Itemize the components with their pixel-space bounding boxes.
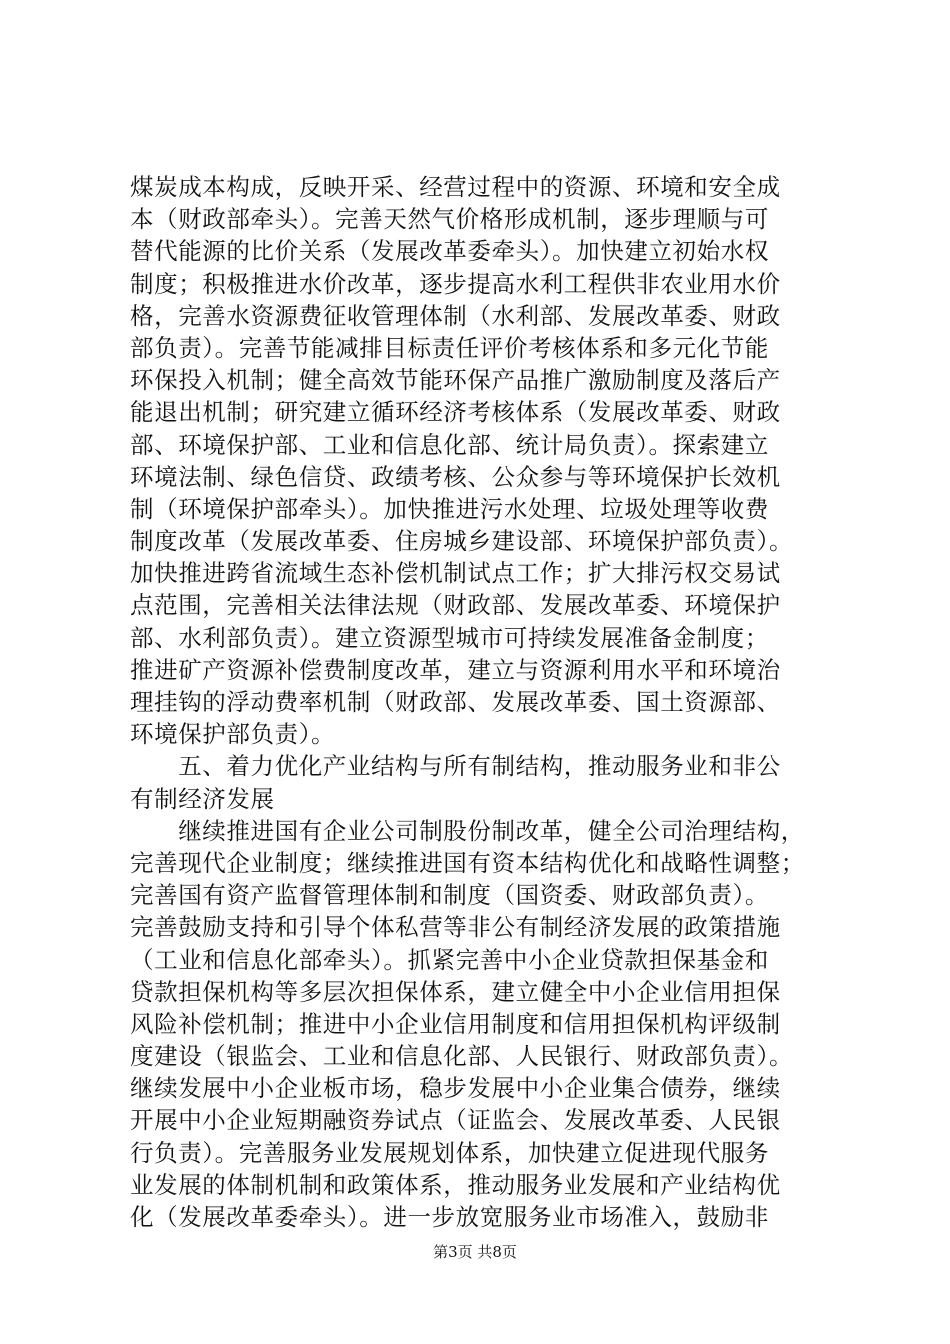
page-footer: 第3页 共8页	[433, 1243, 517, 1261]
text-line: 本（财政部牵头）。完善天然气价格形成机制，逐步理顺与可	[130, 205, 769, 234]
text-line: 行负责）。完善服务业发展规划体系，加快建立促进现代服务	[130, 1138, 769, 1167]
text-line: 替代能源的比价关系（发展改革委牵头）。加快建立初始水权	[130, 237, 769, 266]
body-text	[130, 171, 835, 1233]
text-line: 理挂钩的浮动费率机制（财政部、发展改革委、国土资源部、	[130, 688, 781, 716]
text-line: 点范围，完善相关法律法规（财政部、发展改革委、环境保护	[130, 591, 781, 620]
text-line: 度建设（银监会、工业和信息化部、人民银行、财政部负责）。	[130, 1042, 794, 1071]
text-line: 制度改革（发展改革委、住房城乡建设部、环境保护部负责）。	[130, 527, 794, 556]
text-line: 环境保护部负责）。	[130, 720, 336, 749]
text-line: 继续发展中小企业板市场，稳步发展中小企业集合债券，继续	[130, 1074, 781, 1103]
text-line: 能退出机制；研究建立循环经济考核体系（发展改革委、财政	[130, 398, 781, 427]
text-line: 开展中小企业短期融资券试点（证监会、发展改革委、人民银	[130, 1106, 781, 1135]
text-line: 五、着力优化产业结构与所有制结构，推动服务业和非公	[130, 752, 781, 781]
text-line: 业发展的体制机制和政策体系，推动服务业发展和产业结构优	[130, 1170, 781, 1199]
text-line: 环境法制、绿色信贷、政绩考核、公众参与等环境保护长效机	[130, 462, 781, 491]
text-line: 部、环境保护部、工业和信息化部、统计局负责）。探索建立	[130, 430, 769, 459]
text-line: 部负责）。完善节能减排目标责任评价考核体系和多元化节能	[130, 333, 769, 362]
text-line: 加快推进跨省流域生态补偿机制试点工作；扩大排污权交易试	[130, 559, 781, 588]
text-line: （工业和信息化部牵头）。抓紧完善中小企业贷款担保基金和	[130, 945, 769, 974]
text-line: 制（环境保护部牵头）。加快推进污水处理、垃圾处理等收费	[130, 494, 769, 523]
text-line: 化（发展改革委牵头）。进一步放宽服务业市场准入，鼓励非	[130, 1203, 769, 1231]
text-line: 完善鼓励支持和引导个体私营等非公有制经济发展的政策措施	[130, 913, 781, 942]
text-line: 风险补偿机制；推进中小企业信用制度和信用担保机构评级制	[130, 1009, 781, 1038]
text-line: 格，完善水资源费征收管理体制（水利部、发展改革委、财政	[130, 301, 781, 330]
text-line: 煤炭成本构成，反映开采、经营过程中的资源、环境和安全成	[130, 173, 781, 201]
text-line: 有制经济发展	[130, 784, 275, 813]
text-line: 推进矿产资源补偿费制度改革，建立与资源利用水平和环境治	[130, 655, 781, 684]
text-line: 部、水利部负责）。建立资源型城市可持续发展准备金制度；	[130, 623, 769, 652]
text-line: 完善国有资产监督管理体制和制度（国资委、财政部负责）。	[130, 881, 769, 910]
text-line: 继续推进国有企业公司制股份制改革，健全公司治理结构，	[130, 816, 805, 845]
text-line: 环保投入机制；健全高效节能环保产品推广激励制度及落后产	[130, 366, 781, 395]
text-line: 制度；积极推进水价改革，逐步提高水利工程供非农业用水价	[130, 269, 781, 298]
text-line: 完善现代企业制度；继续推进国有资本结构优化和战略性调整；	[130, 848, 805, 877]
text-line: 贷款担保机构等多层次担保体系，建立健全中小企业信用担保	[130, 977, 781, 1006]
